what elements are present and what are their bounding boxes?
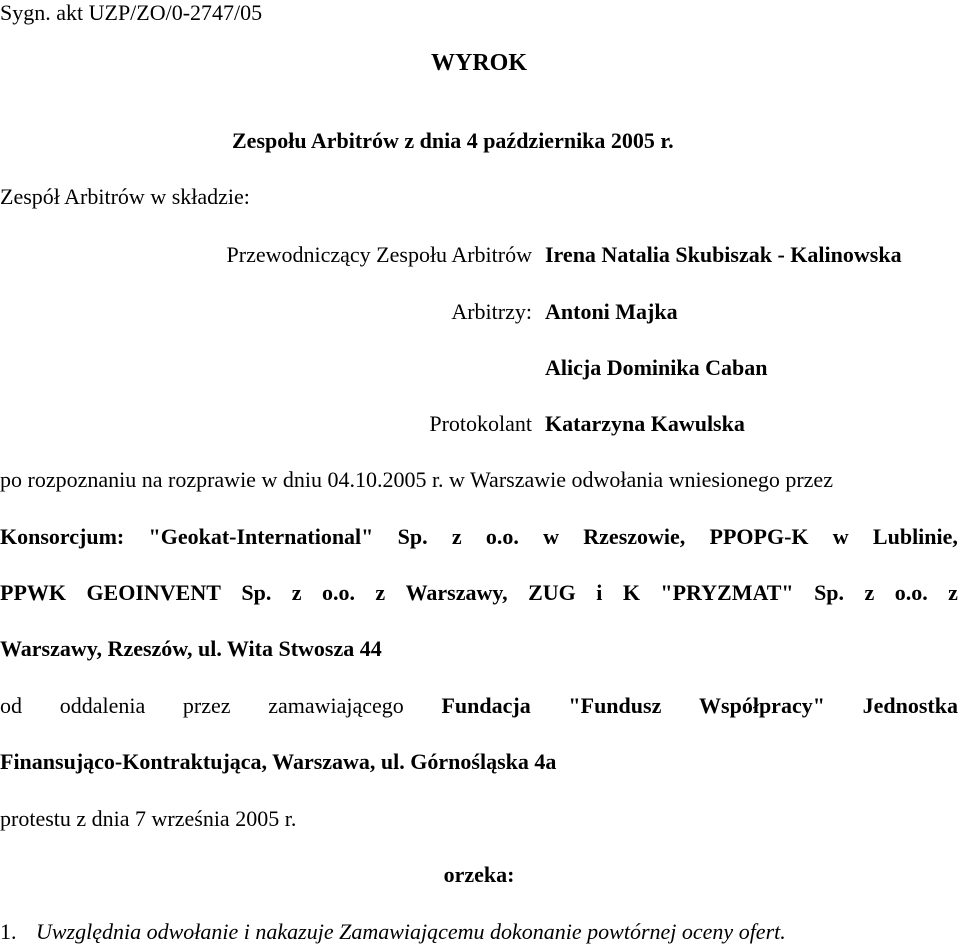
ruling-item-number: 1. — [0, 919, 17, 944]
body-line-7: protestu z dnia 7 września 2005 r. — [0, 806, 297, 831]
word: Warszawy, — [405, 580, 508, 605]
word: o.o. — [321, 580, 355, 605]
word: PPWK — [0, 580, 66, 605]
word: "PRYZMAT" — [660, 580, 794, 605]
ruling-heading: orzeka: — [443, 862, 515, 887]
body-line-2 — [0, 524, 958, 550]
clerk-label: Protokolant — [429, 411, 532, 436]
word: K — [622, 580, 640, 605]
word: zamawiającego — [268, 693, 404, 718]
word: o.o. — [485, 524, 519, 549]
chair-label: Przewodniczący Zespołu Arbitrów — [226, 242, 532, 267]
word: oddalenia — [59, 693, 146, 718]
word: Fundacja — [441, 693, 531, 718]
word: z — [291, 580, 302, 605]
word: Konsorcjum: — [0, 524, 125, 549]
clerk-name: Katarzyna Kawulska — [545, 411, 745, 436]
body-line-4: Warszawy, Rzeszów, ul. Wita Stwosza 44 — [0, 636, 382, 661]
word: Sp. — [241, 580, 272, 605]
word: Rzeszowie, — [583, 524, 686, 549]
word: Lublinie, — [872, 524, 958, 549]
word: Sp. — [814, 580, 845, 605]
document-subtitle: Zespołu Arbitrów z dnia 4 października 2005 r. — [232, 128, 674, 153]
chair-name: Irena Natalia Skubiszak - Kalinowska — [545, 242, 902, 267]
word: z — [451, 524, 462, 549]
word: Współpracy" — [699, 693, 825, 718]
word: ZUG — [528, 580, 576, 605]
case-reference: Sygn. akt UZP/ZO/0-2747/05 — [0, 0, 263, 25]
document-title: WYROK — [431, 50, 527, 76]
word: Jednostka — [862, 693, 958, 718]
arbiter-1-name: Antoni Majka — [545, 299, 678, 324]
word: z — [864, 580, 875, 605]
word: w — [543, 524, 560, 549]
word: "Geokat-International" — [148, 524, 374, 549]
word: GEOINVENT — [86, 580, 221, 605]
word: o.o. — [894, 580, 928, 605]
body-line-3 — [0, 580, 958, 606]
arbiter-2-name: Alicja Dominika Caban — [545, 355, 768, 380]
word: "Fundusz — [568, 693, 662, 718]
body-line-1: po rozpoznaniu na rozprawie w dniu 04.10.2005 r. w Warszawie odwołania wniesionego przez — [0, 467, 833, 492]
word: PPOPG-K — [709, 524, 809, 549]
body-line-6: Finansująco-Kontraktująca, Warszawa, ul. Górnośląska 4a — [0, 749, 557, 774]
word: i — [596, 580, 603, 605]
panel-intro: Zespół Arbitrów w składzie: — [0, 184, 250, 209]
word: w — [832, 524, 849, 549]
ruling-item — [0, 919, 786, 945]
word: przez — [182, 693, 231, 718]
word: od — [0, 693, 22, 718]
word: z — [948, 580, 958, 605]
word: Sp. — [397, 524, 428, 549]
arbiters-label: Arbitrzy: — [451, 299, 532, 324]
word: z — [375, 580, 386, 605]
ruling-item-text: Uwzględnia odwołanie i nakazuje Zamawiającemu dokonanie powtórnej oceny ofert. — [36, 919, 786, 944]
body-line-5 — [0, 693, 958, 719]
